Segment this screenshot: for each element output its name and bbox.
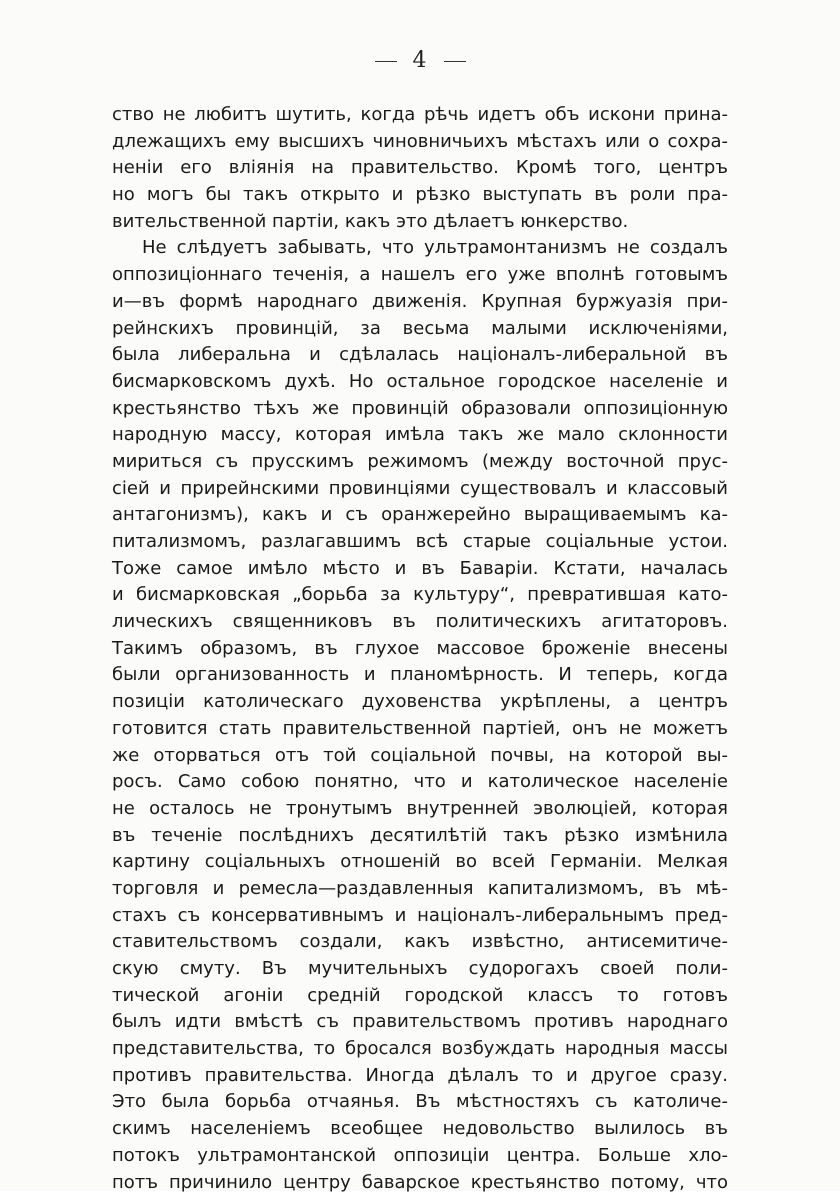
text-line: готовится стать правительственной партіей, онъ не можетъ: [112, 716, 728, 743]
text-line: же оторваться отъ той соціальной почвы, на которой вы-: [112, 743, 728, 770]
text-line: питализмомъ, разлагавшимъ всѣ старые соціальные устои.: [112, 529, 728, 556]
text-line: Тоже самое имѣло мѣсто и въ Баваріи. Кстати, началась: [112, 556, 728, 583]
text-line: росъ. Само собою понятно, что и католическое населеніе: [112, 769, 728, 796]
text-line-paragraph-start: Не слѣдуетъ забывать, что ультрамонтанизмъ не создалъ: [112, 235, 728, 262]
header-dash-left: [375, 61, 397, 62]
header-dash-right: [444, 61, 466, 62]
text-line: но могъ бы такъ открыто и рѣзко выступать въ роли пра-: [112, 182, 728, 209]
text-line: Такимъ образомъ, въ глухое массовое броженіе внесены: [112, 636, 728, 663]
text-line: былъ идти вмѣстѣ съ правительствомъ противъ народнаго: [112, 1009, 728, 1036]
text-line: ство не любитъ шутить, когда рѣчь идетъ объ искони прина-: [112, 102, 728, 129]
page-number: 4: [413, 48, 428, 73]
text-line: бисмарковскомъ духѣ. Но остальное городское населеніе и: [112, 369, 728, 396]
text-line: народную массу, которая имѣла такъ же мало склонности: [112, 422, 728, 449]
text-line: потъ причинило центру баварское крестьянство потому, что: [112, 1170, 728, 1196]
text-line: сіей и прирейнскими провинціями существовалъ и классовый: [112, 476, 728, 503]
body-text: [112, 102, 728, 1196]
text-line: не осталось не тронутымъ внутренней эволюціей, которая: [112, 796, 728, 823]
text-line: оппозиціоннаго теченія, а нашелъ его уже вполнѣ готовымъ: [112, 262, 728, 289]
text-line: представительства, то бросался возбуждать народныя массы: [112, 1036, 728, 1063]
text-line: скую смуту. Въ мучительныхъ судорогахъ своей поли-: [112, 956, 728, 983]
text-line: крестьянство тѣхъ же провинцій образовали оппозиціонную: [112, 396, 728, 423]
text-line: Это была борьба отчаянья. Въ мѣстностяхъ съ католиче-: [112, 1089, 728, 1116]
text-line: ставительствомъ создали, какъ извѣстно, антисемитиче-: [112, 929, 728, 956]
text-line: длежащихъ ему высшихъ чиновничьихъ мѣстахъ или о сохра-: [112, 129, 728, 156]
text-line: тической агоніи средній городской классъ то готовъ: [112, 983, 728, 1010]
text-line: позиціи католическаго духовенства укрѣплены, а центръ: [112, 689, 728, 716]
text-line: лическихъ священниковъ въ политическихъ агитаторовъ.: [112, 609, 728, 636]
text-line: были организованность и планомѣрность. И теперь, когда: [112, 662, 728, 689]
text-line: въ теченіе послѣднихъ десятилѣтій такъ рѣзко измѣнила: [112, 823, 728, 850]
text-line: торговля и ремесла—раздавленныя капитализмомъ, въ мѣ-: [112, 876, 728, 903]
text-line: потокъ ультрамонтанской оппозиціи центра. Больше хло-: [112, 1143, 728, 1170]
text-line: рейнскихъ провинцій, за весьма малыми исключеніями,: [112, 316, 728, 343]
text-line: стахъ съ консервативнымъ и націоналъ-либеральнымъ пред-: [112, 903, 728, 930]
text-line: скимъ населеніемъ всеобщее недовольство вылилось въ: [112, 1116, 728, 1143]
text-line: была либеральна и сдѣлалась націоналъ-либеральной въ: [112, 342, 728, 369]
text-line: антагонизмъ), какъ и съ оранжерейно выращиваемымъ ка-: [112, 502, 728, 529]
text-line: картину соціальныхъ отношеній во всей Германіи. Мелкая: [112, 849, 728, 876]
page-number-header: [0, 48, 840, 73]
text-line: мириться съ прусскимъ режимомъ (между восточной прус-: [112, 449, 728, 476]
text-line: неніи его вліянія на правительство. Кромѣ того, центръ: [112, 155, 728, 182]
text-line: противъ правительства. Иногда дѣлалъ то и другое сразу.: [112, 1063, 728, 1090]
text-line: вительственной партіи, какъ это дѣлаетъ юнкерство.: [112, 209, 728, 236]
text-line: и бисмарковская „борьба за культуру“, превратившая като-: [112, 582, 728, 609]
text-line: и—въ формѣ народнаго движенія. Крупная буржуазія при-: [112, 289, 728, 316]
